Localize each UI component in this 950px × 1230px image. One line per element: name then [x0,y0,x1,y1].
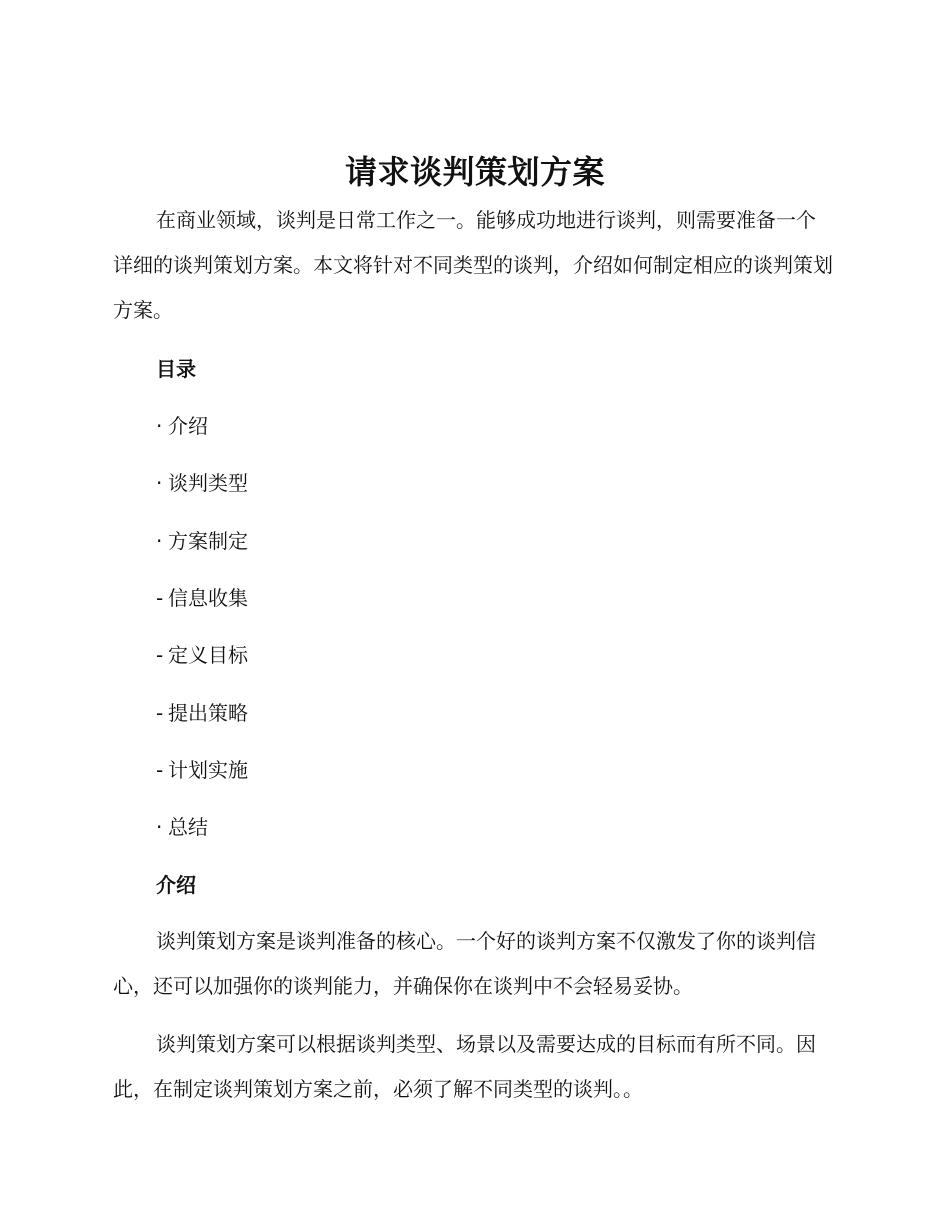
toc-item-label: 方案制定 [168,529,248,553]
toc-item-label: 谈判类型 [168,471,248,495]
toc-item-label: 提出策略 [168,701,248,725]
section-heading: 介绍 [156,873,196,897]
toc-dash: - [156,586,164,610]
toc-item [156,812,208,842]
toc-item [156,411,208,441]
toc-dash: - [156,758,164,782]
toc-bullet: · [156,529,163,553]
document-title: 请求谈判策划方案 [344,153,605,191]
toc-item-label: 定义目标 [168,643,248,667]
section-paragraph: 谈判策划方案可以根据谈判类型、场景以及需要达成的目标而有所不同。因此，在制定谈判策划方案之前，必须了解不同类型的谈判。。 [113,1032,816,1101]
toc-dash: - [156,643,164,667]
toc-item-label: 总结 [168,815,208,839]
toc-dash: - [156,701,164,725]
toc-heading: 目录 [156,357,196,381]
toc-item-label: 信息收集 [168,586,248,610]
toc-bullet: · [156,471,163,495]
toc-subitem [156,698,248,728]
toc-bullet: · [156,414,163,438]
section-paragraph: 谈判策划方案是谈判准备的核心。一个好的谈判方案不仅激发了你的谈判信心，还可以加强你的谈判能力，并确保你在谈判中不会轻易妥协。 [113,929,816,998]
toc-subitem [156,640,248,670]
toc-bullet: · [156,815,163,839]
intro-paragraph: 在商业领域，谈判是日常工作之一。能够成功地进行谈判，则需要准备一个详细的谈判策划方案。本文将针对不同类型的谈判，介绍如何制定相应的谈判策划方案。 [113,208,833,322]
toc-item [156,468,248,498]
toc-item-label: 计划实施 [168,758,248,782]
toc-subitem [156,583,248,613]
toc-subitem [156,755,248,785]
toc-item-label: 介绍 [168,414,208,438]
toc-item [156,526,248,556]
